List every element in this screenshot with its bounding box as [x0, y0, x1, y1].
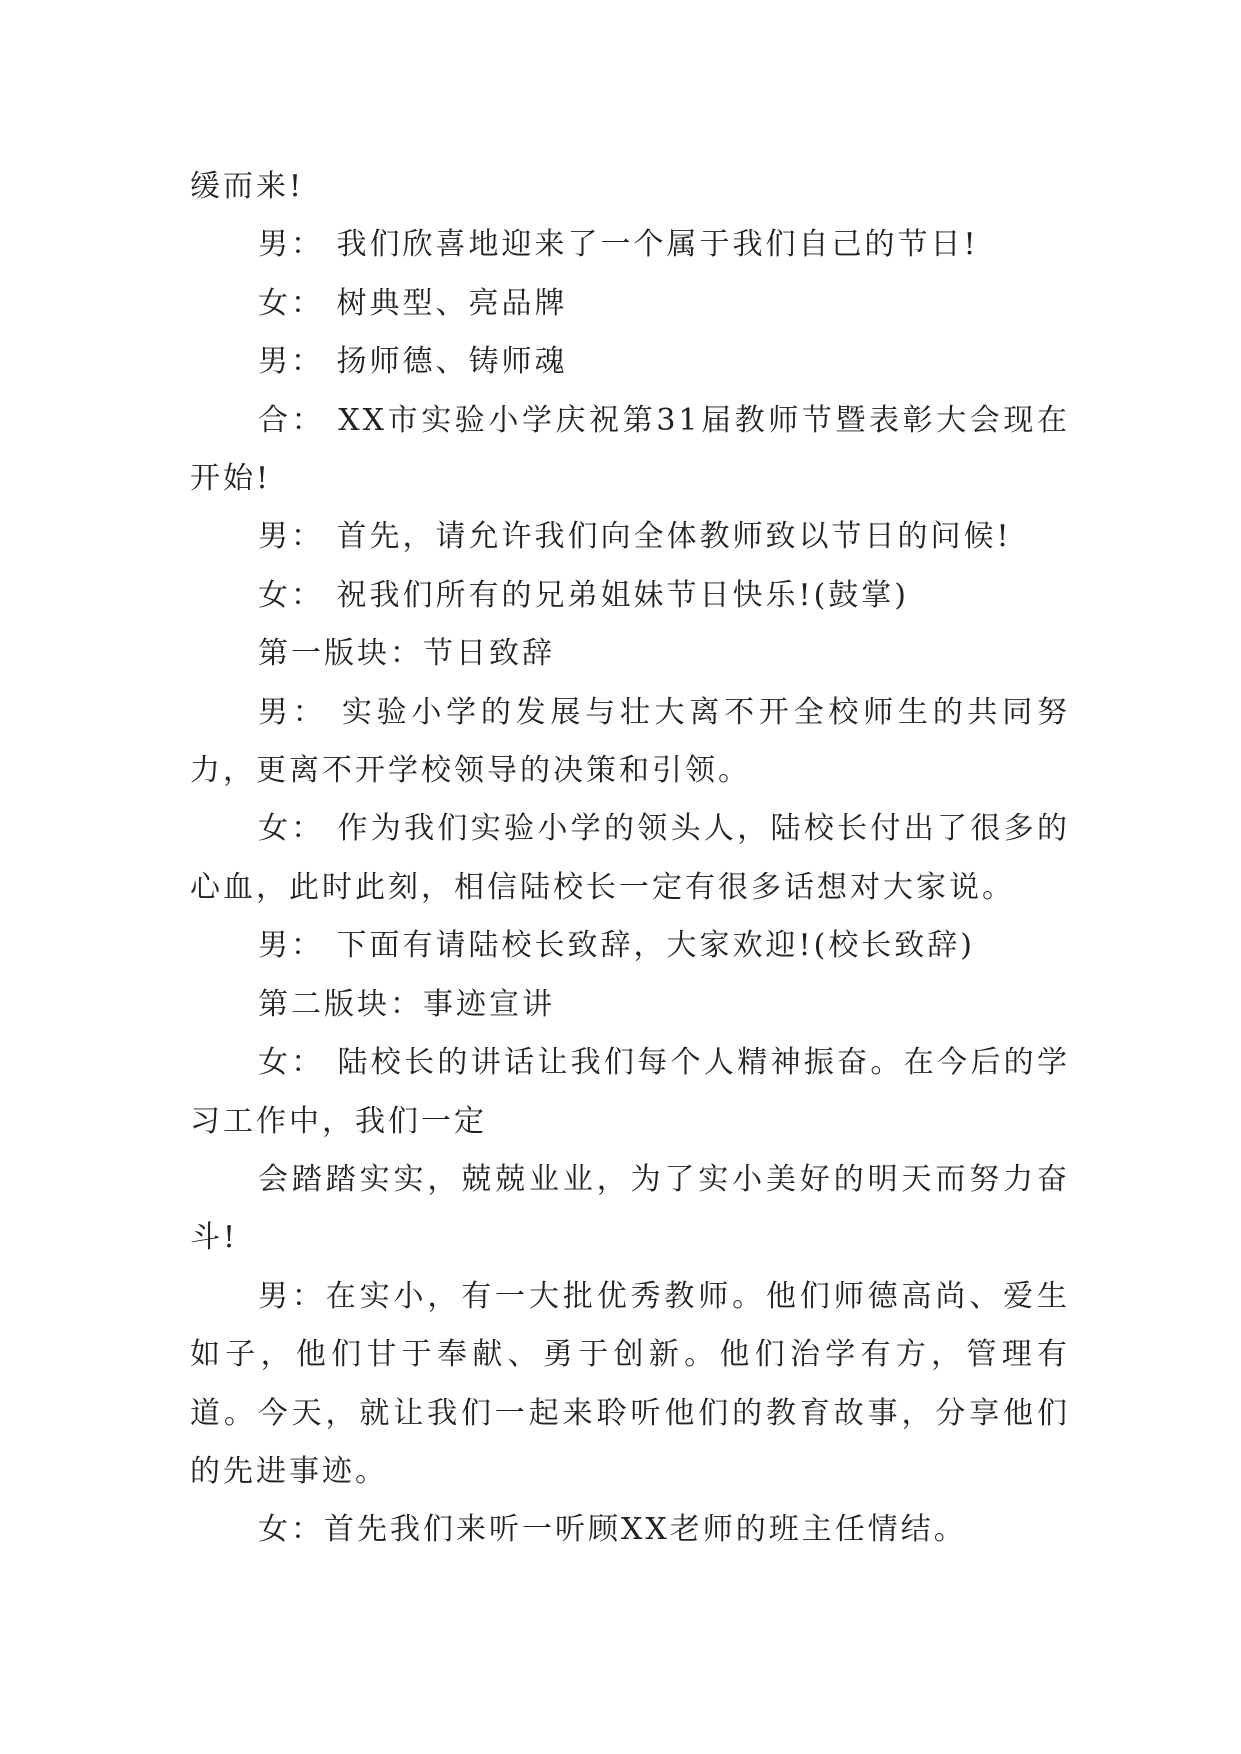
- paragraph-female-wishes: 女： 祝我们所有的兄弟姐妹节日快乐!(鼓掌): [258, 577, 909, 613]
- paragraph-female-inspired: 女： 陆校长的讲话让我们每个人精神振奋。在今后的学习工作中，我们一定: [190, 1045, 1070, 1139]
- paragraph-female-first-story: 女：首先我们来听一听顾XX老师的班主任情结。: [258, 1512, 967, 1548]
- section-heading-two: 第二版块：事迹宣讲: [258, 986, 555, 1022]
- paragraph-continuation: 缓而来!: [190, 169, 305, 204]
- paragraph-together-opening: 合： XX市实验小学庆祝第31届教师节暨表彰大会现在开始!: [190, 402, 1070, 497]
- paragraph-male-development: 男： 实验小学的发展与壮大离不开全校师生的共同努力，更离不开学校领导的决策和引领。: [190, 694, 1070, 789]
- paragraph-male-invite: 男： 下面有请陆校长致辞，大家欢迎!(校长致辞): [258, 928, 975, 964]
- paragraph-female-principal: 女： 作为我们实验小学的领头人，陆校长付出了很多的心血，此时此刻，相信陆校长一定有很多话想对大家说。: [190, 811, 1070, 905]
- paragraph-male-teachers: 男：在实小，有一大批优秀教师。他们师德高尚、爱生如子，他们甘于奉献、勇于创新。他们治学有方，管理有道。今天，就让我们一起来聆听他们的教育故事，分享他们的先进事迹。: [190, 1278, 1070, 1489]
- paragraph-female-model: 女： 树典型、亮品牌: [258, 285, 568, 321]
- section-heading-one: 第一版块：节日致辞: [258, 636, 555, 672]
- paragraph-male-ethics: 男： 扬师德、铸师魂: [258, 344, 568, 380]
- paragraph-male-welcome: 男： 我们欣喜地迎来了一个属于我们自己的节日!: [258, 227, 979, 263]
- document-body: [190, 158, 1070, 1560]
- paragraph-diligent: 会踏踏实实，兢兢业业，为了实小美好的明天而努力奋斗!: [190, 1161, 1070, 1256]
- paragraph-male-greeting: 男： 首先，请允许我们向全体教师致以节日的问候!: [258, 519, 1012, 555]
